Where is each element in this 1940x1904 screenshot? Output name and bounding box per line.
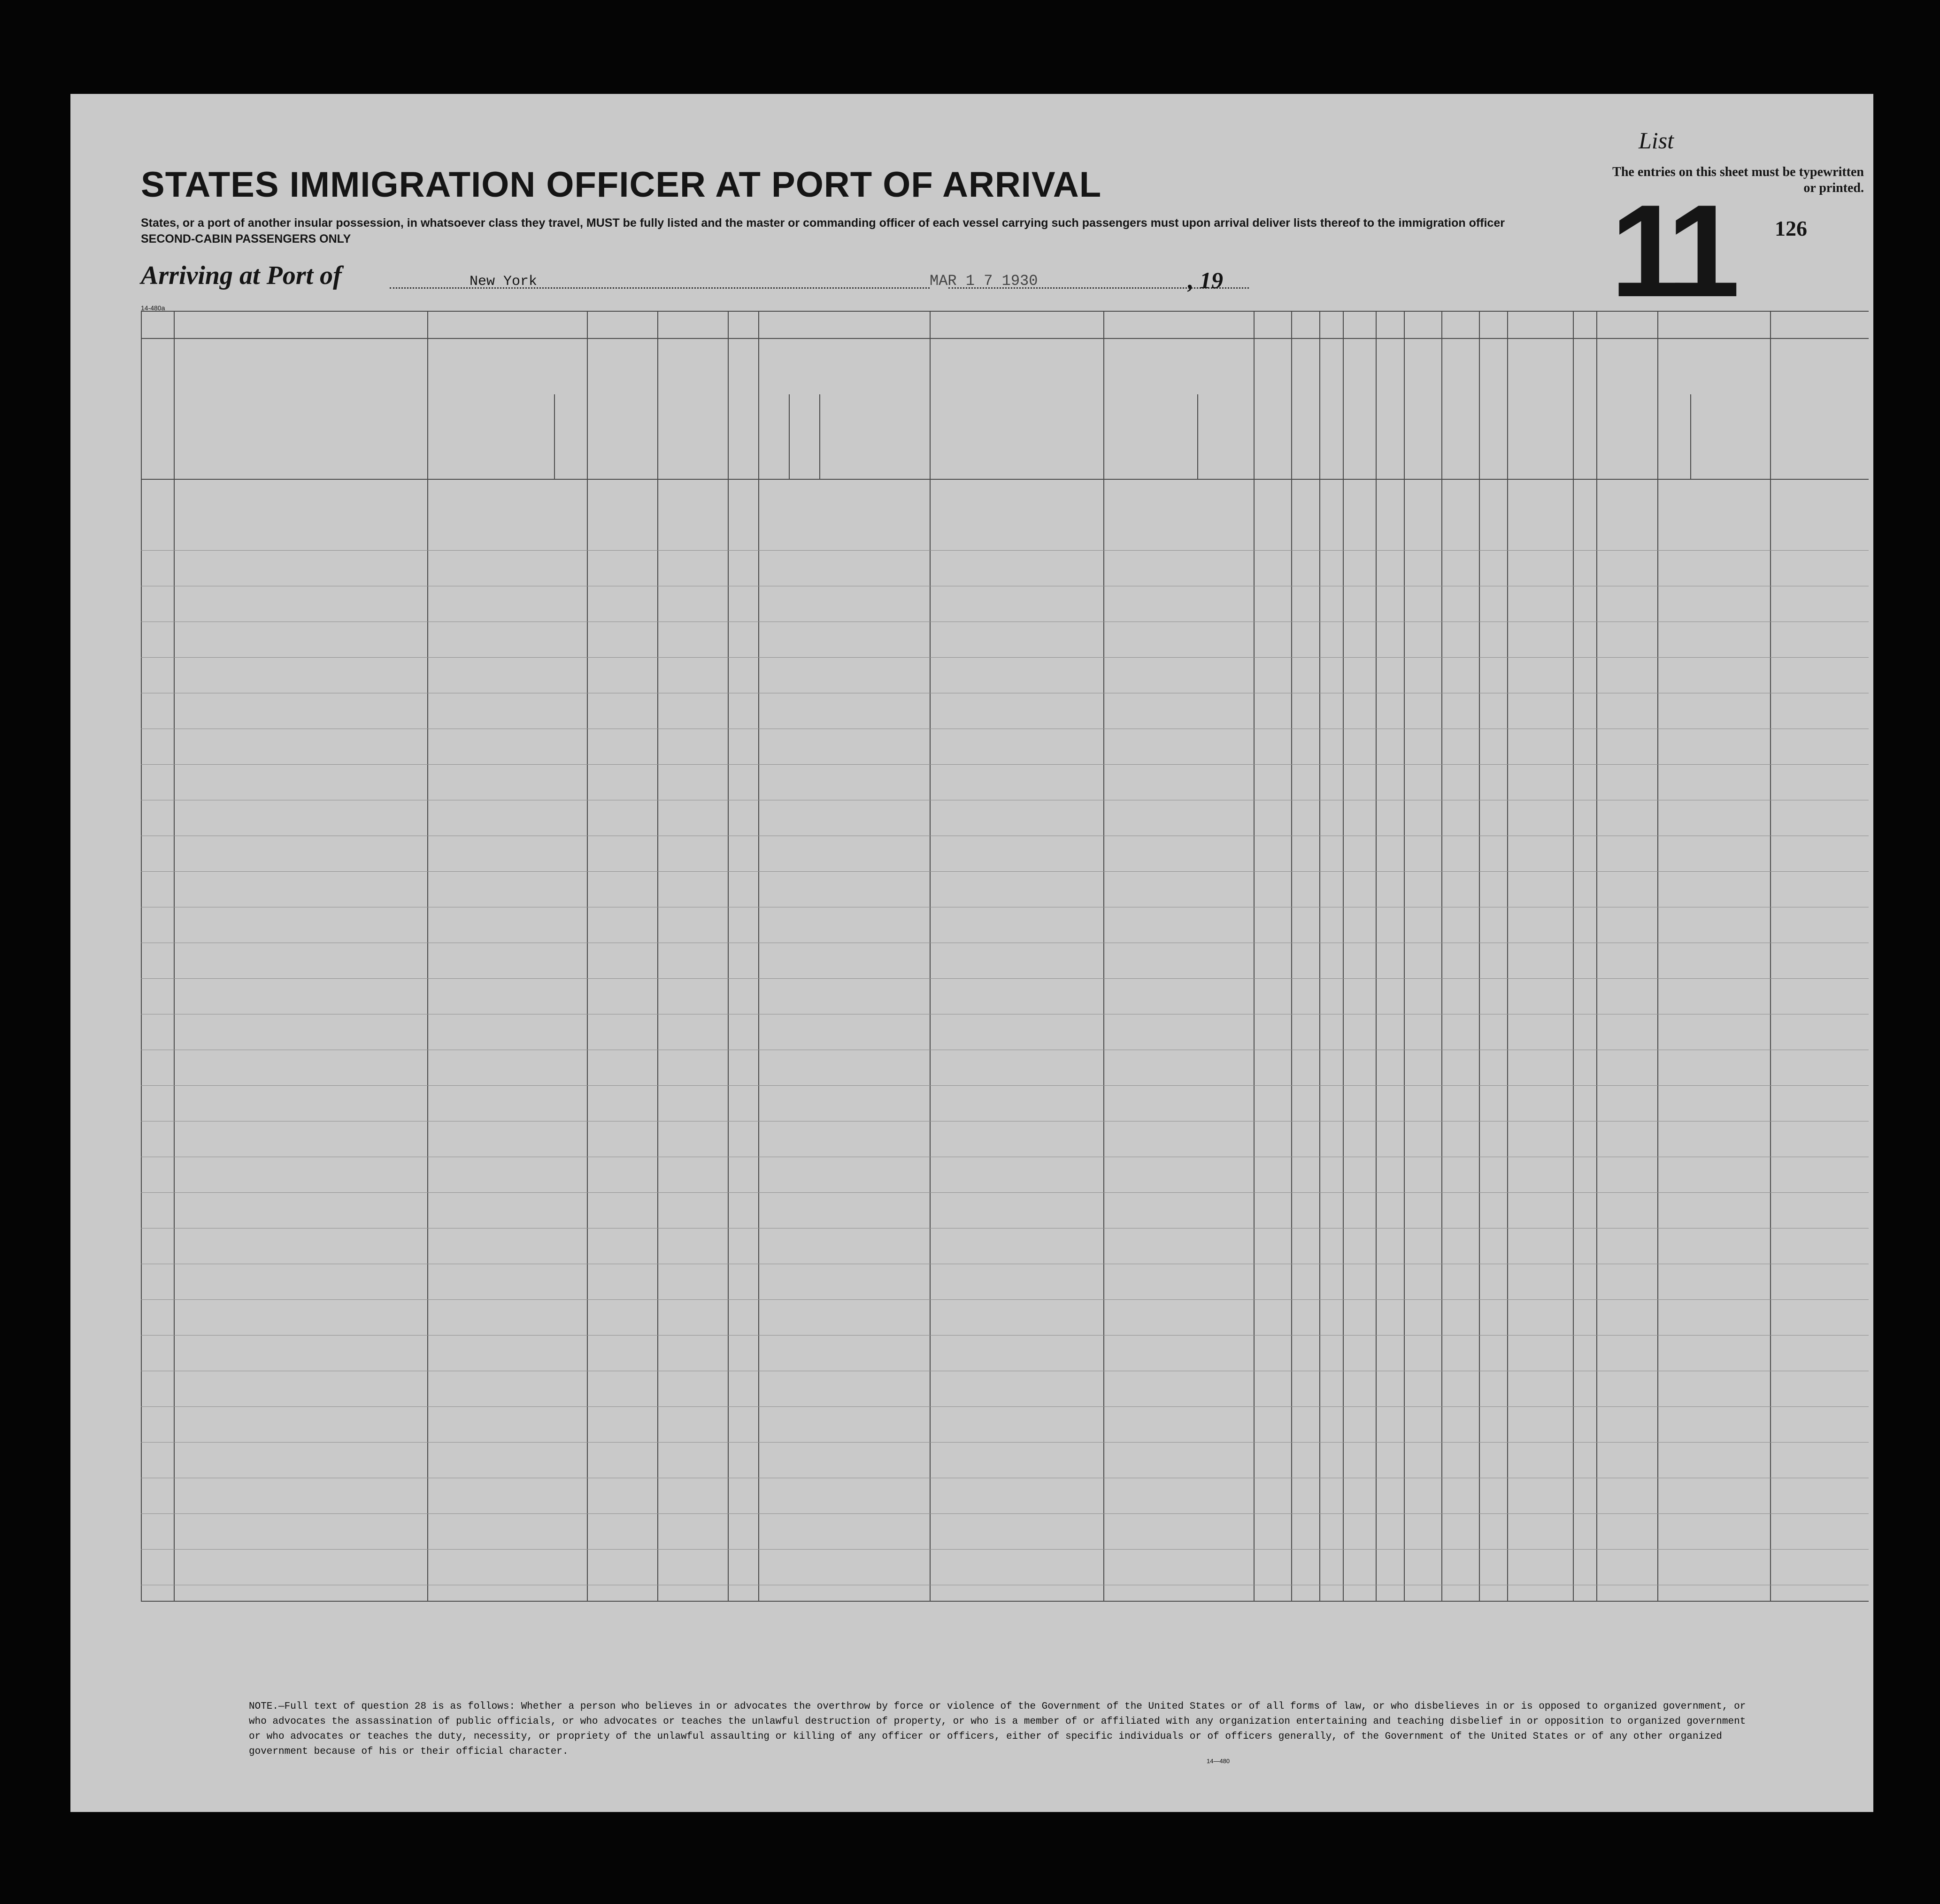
row-rule bbox=[141, 1085, 1869, 1086]
subcolumn-rule bbox=[819, 394, 820, 479]
column-rule bbox=[1103, 311, 1104, 1602]
footnote: NOTE.—Full text of question 28 is as follows: Whether a person who believes in or advocates the overthrow by force or violence of the Government of the United States or of all forms of law, or who disbelieves in or is opposed to organized government, or who advocates the assassination of public officials, or who advocates or teaches the unlawful destruction of property, or who is a member of or affiliated with any organization entertaining and teaching disbelief in or opposition to organized government or who advocates or teaches the duty, necessity, or propriety of the unlawful assaulting or killing of any officer or officers, either of specific individuals or of officers generally, of the Government of the United States or of any other organized government because of his or their official character. bbox=[249, 1701, 1746, 1757]
column-rule bbox=[174, 311, 175, 1602]
footnote-code: 14—480 bbox=[1207, 1758, 1230, 1765]
column-rule bbox=[587, 311, 588, 1602]
list-number: 11 bbox=[1610, 178, 1731, 324]
subcolumn-rule bbox=[1254, 394, 1255, 479]
header-num-rule bbox=[141, 338, 1869, 339]
row-rule bbox=[141, 657, 1869, 658]
column-rule bbox=[1254, 311, 1255, 1602]
arriving-label: Arriving at Port of bbox=[141, 261, 342, 290]
row-rule bbox=[141, 1299, 1869, 1300]
column-rule bbox=[1441, 311, 1442, 1602]
column-rule bbox=[1770, 311, 1771, 1602]
column-rule bbox=[141, 311, 142, 1602]
typewritten-note: The entries on this sheet must be typewritten or printed. bbox=[1612, 165, 1864, 195]
column-rule bbox=[1343, 311, 1344, 1602]
row-rule bbox=[141, 550, 1869, 551]
page-title: STATES IMMIGRATION OFFICER AT PORT OF ARRIVAL bbox=[141, 165, 1102, 205]
column-rule bbox=[1507, 311, 1508, 1602]
column-rule bbox=[930, 311, 931, 1602]
port-name: New York bbox=[470, 274, 538, 290]
instructions-text bbox=[141, 215, 1596, 247]
column-rule bbox=[1657, 311, 1658, 1602]
row-rule bbox=[141, 764, 1869, 765]
row-rule bbox=[141, 1192, 1869, 1193]
row-rule bbox=[141, 1549, 1869, 1550]
row-rule bbox=[141, 871, 1869, 872]
date-stamp: MAR 1 7 1930 bbox=[930, 272, 1038, 290]
subcolumn-rule bbox=[1690, 394, 1691, 479]
list-label: List bbox=[1639, 127, 1674, 154]
column-rule bbox=[758, 311, 759, 1602]
column-rule bbox=[1404, 311, 1405, 1602]
header-top-rule bbox=[141, 311, 1869, 312]
row-rule bbox=[141, 1335, 1869, 1336]
year-prefix: , 19 bbox=[1188, 267, 1223, 293]
row-rule bbox=[141, 1513, 1869, 1514]
column-rule bbox=[427, 311, 428, 1602]
subcolumn-rule bbox=[554, 394, 555, 479]
column-rule bbox=[1596, 311, 1597, 1602]
manifest-sheet bbox=[70, 94, 1873, 1812]
page-number: 126 bbox=[1775, 216, 1807, 240]
column-rule bbox=[1573, 311, 1574, 1602]
table-bottom-rule bbox=[141, 1601, 1869, 1602]
column-rule bbox=[1319, 311, 1320, 1602]
column-rule bbox=[657, 311, 658, 1602]
subcolumn-rule bbox=[789, 394, 790, 479]
cabin-class: SECOND-CABIN PASSENGERS ONLY bbox=[141, 232, 351, 246]
row-rule bbox=[141, 1406, 1869, 1407]
column-rule bbox=[728, 311, 729, 1602]
column-rule bbox=[1376, 311, 1377, 1602]
row-rule bbox=[141, 1442, 1869, 1443]
subcolumn-rule bbox=[1197, 394, 1198, 479]
instructions-line: States, or a port of another insular possession, in whatsoever class they travel, MUST be fully listed and the master or commanding officer of each vessel carrying such passengers must upon arrival deliver lists thereof to the immigration officer bbox=[141, 216, 1505, 230]
subcolumn-rule bbox=[758, 394, 759, 479]
subcolumn-rule bbox=[1596, 394, 1597, 479]
row-rule bbox=[141, 978, 1869, 979]
column-rule bbox=[1479, 311, 1480, 1602]
header-bottom-rule bbox=[141, 479, 1869, 480]
column-rule bbox=[1291, 311, 1292, 1602]
form-number: 14-480a bbox=[141, 304, 165, 312]
